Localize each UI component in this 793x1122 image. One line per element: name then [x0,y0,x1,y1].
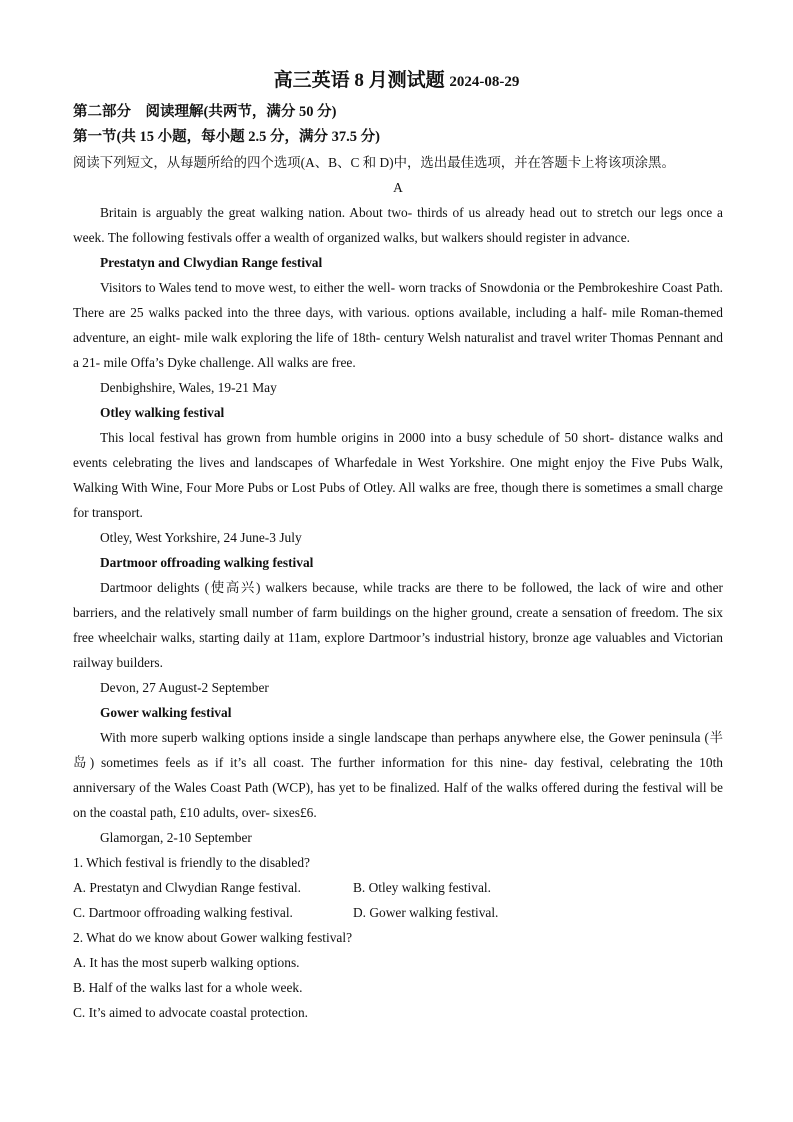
option-row [73,900,723,925]
exam-title [0,68,793,95]
option-c: C. Dartmoor offroading walking festival. [73,905,293,920]
section-heading: 第一节(共 15 小题，每小题 2.5 分，满分 37.5 分) [73,129,380,145]
exam-date: 2024-08-29 [449,74,520,90]
festival-description: With more superb walking options inside a single landscape than perhaps anywhere else, the Gower peninsula (半岛) sometimes feels as if it’s all coast. The further information for this nine- day festival, celebrating the 10th anniversary of the Wales Coast Path (WCP), has yet to be finalized. Half of the walks offered during the festival will be on the coastal path, £10 adults, over- sixes£6. [73,730,723,820]
festival-description: Dartmoor delights (使高兴) walkers because, while tracks are there to be followed, the lack of wire and other barriers, and the relatively small number of farm buildings on the higher ground, create a sensation of freedom. The six free wheelchair walks, starting daily at 11am, explore Dartmoor’s industrial history, bronze age valuables and Victorian railway builders. [73,580,723,670]
question-stem: 2. What do we know about Gower walking festival? [73,930,353,945]
option-row [73,875,723,900]
festival-place-date: Otley, West Yorkshire, 24 June-3 July [100,530,302,545]
festival-name: Prestatyn and Clwydian Range festival [100,255,323,270]
festival-description: Visitors to Wales tend to move west, to either the well- worn tracks of Snowdonia or the Pembrokeshire Coast Path. There are 25 walks packed into the three days, with various. options available, including a half- mile Roman-themed adventure, an eight- mile walk exploring the life of 18th- century Welsh naturalist and travel writer Thomas Pennant and a 21- mile Offa’s Dyke challenge. All walks are free. [73,280,723,370]
option-c: C. It’s aimed to advocate coastal protection. [73,1005,309,1020]
festival-name: Gower walking festival [100,705,232,720]
part-heading: 第二部分 阅读理解(共两节，满分 50 分) [73,104,337,120]
question-stem: 1. Which festival is friendly to the disabled? [73,855,311,870]
festival-place-date: Denbighshire, Wales, 19-21 May [100,380,277,395]
title-text: 高三英语 8 月测试题 [273,70,445,91]
option-b: B. Half of the walks last for a whole week. [73,980,303,995]
festival-name: Dartmoor offroading walking festival [100,555,314,570]
festival-place-date: Devon, 27 August-2 September [100,680,269,695]
passage-intro: Britain is arguably the great walking nation. About two- thirds of us already head out to stretch our legs once a week. The following festivals offer a wealth of organized walks, but walkers should register in advance. [73,205,723,245]
passage-label: A [393,180,403,195]
exam-content [73,100,723,1025]
option-a: A. Prestatyn and Clwydian Range festival. [73,880,301,895]
festival-place-date: Glamorgan, 2-10 September [100,830,252,845]
option-b: B. Otley walking festival. [353,880,491,895]
option-a: A. It has the most superb walking options. [73,955,300,970]
festival-name: Otley walking festival [100,405,225,420]
festival-description: This local festival has grown from humble origins in 2000 into a busy schedule of 50 short- distance walks and events celebrating the lives and landscapes of Wharfedale in West Yorkshire. One might enjoy the Five Pubs Walk, Walking With Wine, Four More Pubs or Lost Pubs of Otley. All walks are free, though there is sometimes a small charge for transport. [73,430,723,520]
instruction-text: 阅读下列短文，从每题所给的四个选项(A、B、C 和 D)中，选出最佳选项，并在答题卡上将该项涂黑。 [73,155,675,170]
option-d: D. Gower walking festival. [353,905,499,920]
